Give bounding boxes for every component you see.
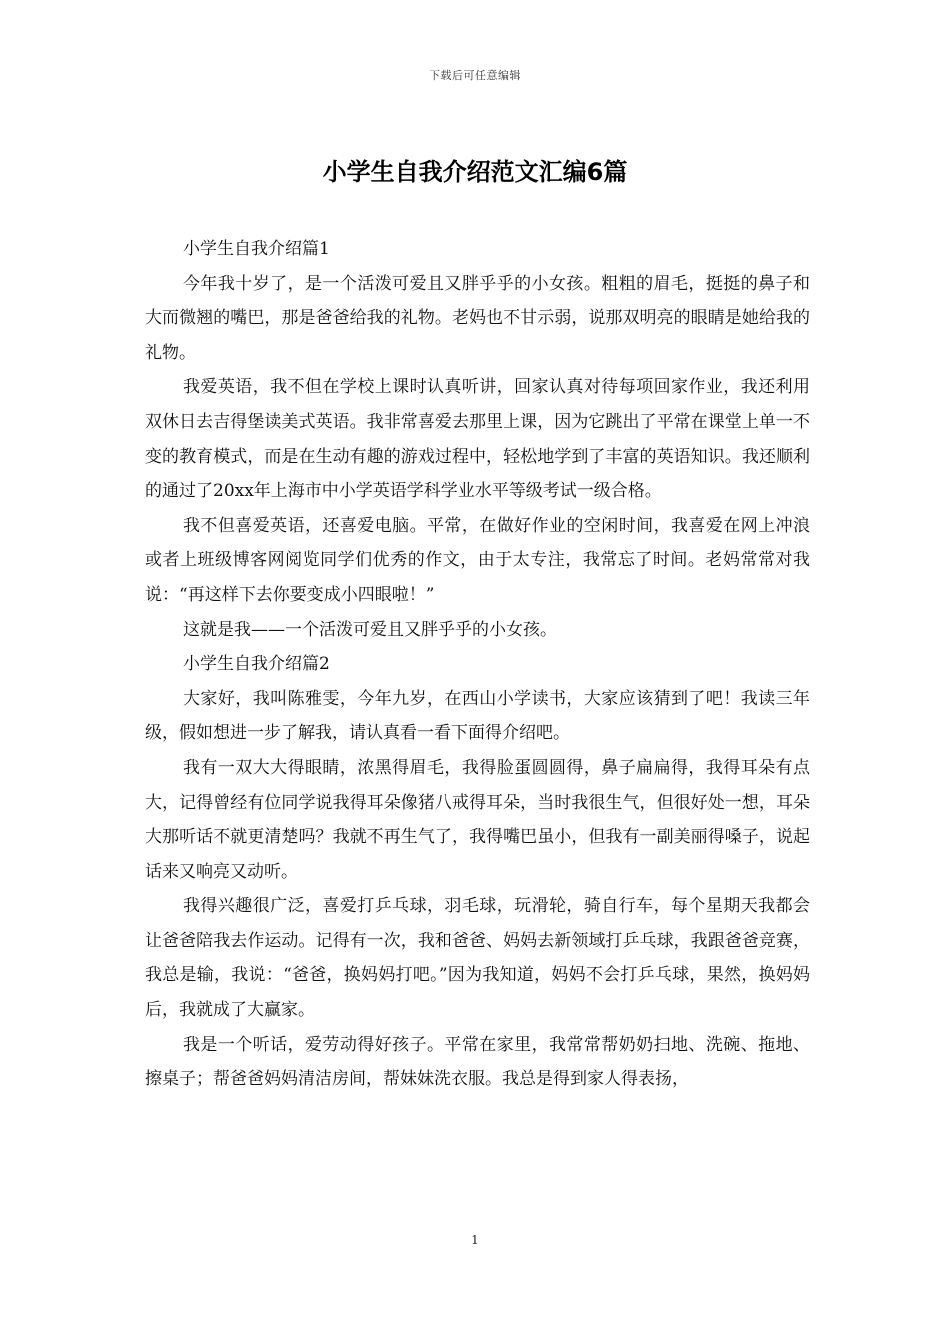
paragraph: 我爱英语，我不但在学校上课时认真听讲，回家认真对待每项回家作业，我还利用双休日去吉得堡读美式英语。我非常喜爱去那里上课，因为它跳出了平常在课堂上单一不变的教育模式，而是在生动有趣的游戏过程中，轻松地学到了丰富的英语知识。我还顺利的通过了20xx年上海市中小学英语学科学业水平等级考试一级合格。	[145, 377, 810, 502]
paragraph: 我是一个听话，爱劳动得好孩子。平常在家里，我常常帮奶奶扫地、洗碗、拖地、擦桌子；帮爸爸妈妈清洁房间，帮妹妹洗衣服。我总是得到家人得表扬，	[145, 1034, 810, 1090]
paragraph: 我得兴趣很广泛，喜爱打乒乓球，羽毛球，玩滑轮，骑自行车，每个星期天我都会让爸爸陪我去作运动。记得有一次，我和爸爸、妈妈去新领域打乒乓球，我跟爸爸竞赛，我总是输，我说：“爸爸，换妈妈打吧。”因为我知道，妈妈不会打乒乓球，果然，换妈妈后，我就成了大赢家。	[145, 896, 810, 1021]
section-heading: 小学生自我介绍篇2	[183, 654, 330, 675]
header-note: 下载后可任意编辑	[429, 69, 521, 82]
paragraph: 大家好，我叫陈雅雯，今年九岁，在西山小学读书，大家应该猜到了吧！我读三年级，假如想进一步了解我，请认真看一看下面得介绍吧。	[145, 688, 810, 744]
page-number: 1	[471, 1233, 479, 1247]
paragraph: 我有一双大大得眼睛，浓黑得眉毛，我得脸蛋圆圆得，鼻子扁扁得，我得耳朵有点大，记得曾经有位同学说我得耳朵像猪八戒得耳朵，当时我很生气，但很好处一想，耳朵大那听话不就更清楚吗？我就不再生气了，我得嘴巴虽小，但我有一副美丽得嗓子，说起话来又响亮又动听。	[145, 757, 810, 882]
paragraph: 这就是我——一个活泼可爱且又胖乎乎的小女孩。	[183, 619, 557, 640]
paragraph: 我不但喜爱英语，还喜爱电脑。平常，在做好作业的空闲时间，我喜爱在网上冲浪或者上班级博客网阅览同学们优秀的作文，由于太专注，我常忘了时间。老妈常常对我说：“再这样下去你要变成小四眼啦！”	[145, 515, 810, 605]
document-title: 小学生自我介绍范文汇编6篇	[322, 158, 628, 186]
document-body	[145, 232, 810, 1097]
section-heading: 小学生自我介绍篇1	[183, 239, 330, 259]
paragraph: 今年我十岁了，是一个活泼可爱且又胖乎乎的小女孩。粗粗的眉毛，挺挺的鼻子和大而微翘的嘴巴，那是爸爸给我的礼物。老妈也不甘示弱，说那双明亮的眼睛是她给我的礼物。	[145, 273, 810, 363]
